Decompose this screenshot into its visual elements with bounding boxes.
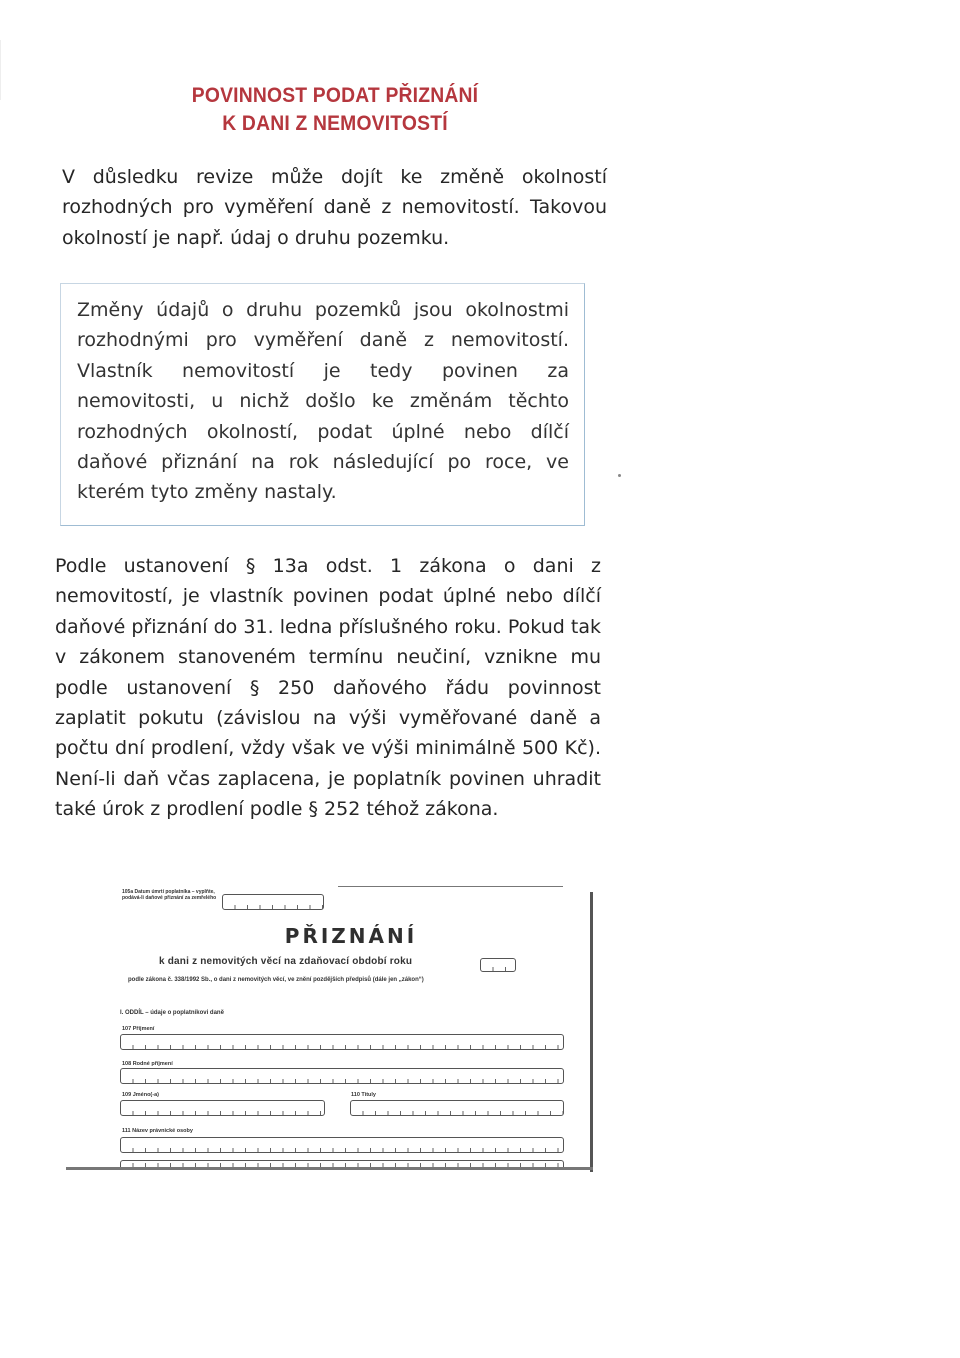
page-title xyxy=(165,82,505,138)
page-title-line-2: K DANI Z NEMOVITOSTÍ xyxy=(222,112,448,135)
form-field-next xyxy=(120,1160,564,1167)
scan-margin-mark xyxy=(0,40,1,100)
form-field-111 xyxy=(120,1137,564,1153)
form-field-107 xyxy=(120,1034,564,1050)
form-field-108 xyxy=(120,1068,564,1084)
form-field-109 xyxy=(120,1100,325,1116)
form-label-110: 110 Tituly xyxy=(351,1092,376,1098)
form-section-title: I. ODDÍL – údaje o poplatníkovi daně xyxy=(120,1010,224,1016)
form-heading: PŘIZNÁNÍ xyxy=(284,924,418,948)
info-box-text: Změny údajů o druhu pozemků jsou okolnostmi rozhodnými pro vyměření daně z nemovitostí. Vlastník nemovitostí je tedy povinen za nemovitosti, u nichž došlo ke změnám těchto rozhodných okolností, podat úplné nebo dílčí daňové přiznání na rok následující po roce, ve kterém tyto změny nastaly. xyxy=(77,299,569,504)
form-law-reference: podle zákona č. 338/1992 Sb., o dani z nemovitých věcí, ve znění pozdějších předpisů (dále jen „zákon“) xyxy=(128,977,424,983)
tax-form-excerpt xyxy=(66,880,592,1170)
form-field-105 xyxy=(222,894,324,910)
form-label-107: 107 Příjmení xyxy=(122,1026,155,1032)
page-title-line-1: POVINNOST PODAT PŘIZNÁNÍ xyxy=(191,84,479,107)
form-field-110 xyxy=(350,1100,564,1116)
form-subheading: k dani z nemovitých věcí na zdaňovací období roku xyxy=(159,956,413,967)
form-field-year xyxy=(480,958,516,972)
form-bottom-border xyxy=(66,1167,593,1170)
form-label-105: 105a Datum úmrtí poplatníka – vyplňte, podává-li daňové přiznání za zemřelého xyxy=(122,889,217,901)
intro-paragraph: V důsledku revize může dojít ke změně okolností rozhodných pro vyměření daně z nemovitostí. Takovou okolností je např. údaj o druhu pozemku. xyxy=(62,166,607,249)
main-paragraph: Podle ustanovení § 13a odst. 1 zákona o dani z nemovitostí, je vlastník povinen podat úplné nebo dílčí daňové přiznání do 31. ledna příslušného roku. Pokud tak v zákonem stanoveném termínu neučiní, vznikne mu podle ustanovení § 250 daňového řádu povinnost zaplatit pokutu (závislou na výši vyměřované daně a počtu dní prodlení, vždy však ve výši minimálně 500 Kč). Není-li daň včas zaplacena, je poplatník povinen uhradit také úrok z prodlení podle § 252 téhož zákona. xyxy=(55,555,601,821)
form-top-line xyxy=(338,886,563,887)
form-label-111: 111 Název právnické osoby xyxy=(122,1128,193,1134)
form-label-109: 109 Jméno(-a) xyxy=(122,1092,159,1098)
info-box xyxy=(60,283,585,526)
form-label-108: 108 Rodné příjmení xyxy=(122,1061,173,1067)
scan-speck xyxy=(618,474,621,477)
form-right-border xyxy=(590,892,593,1172)
